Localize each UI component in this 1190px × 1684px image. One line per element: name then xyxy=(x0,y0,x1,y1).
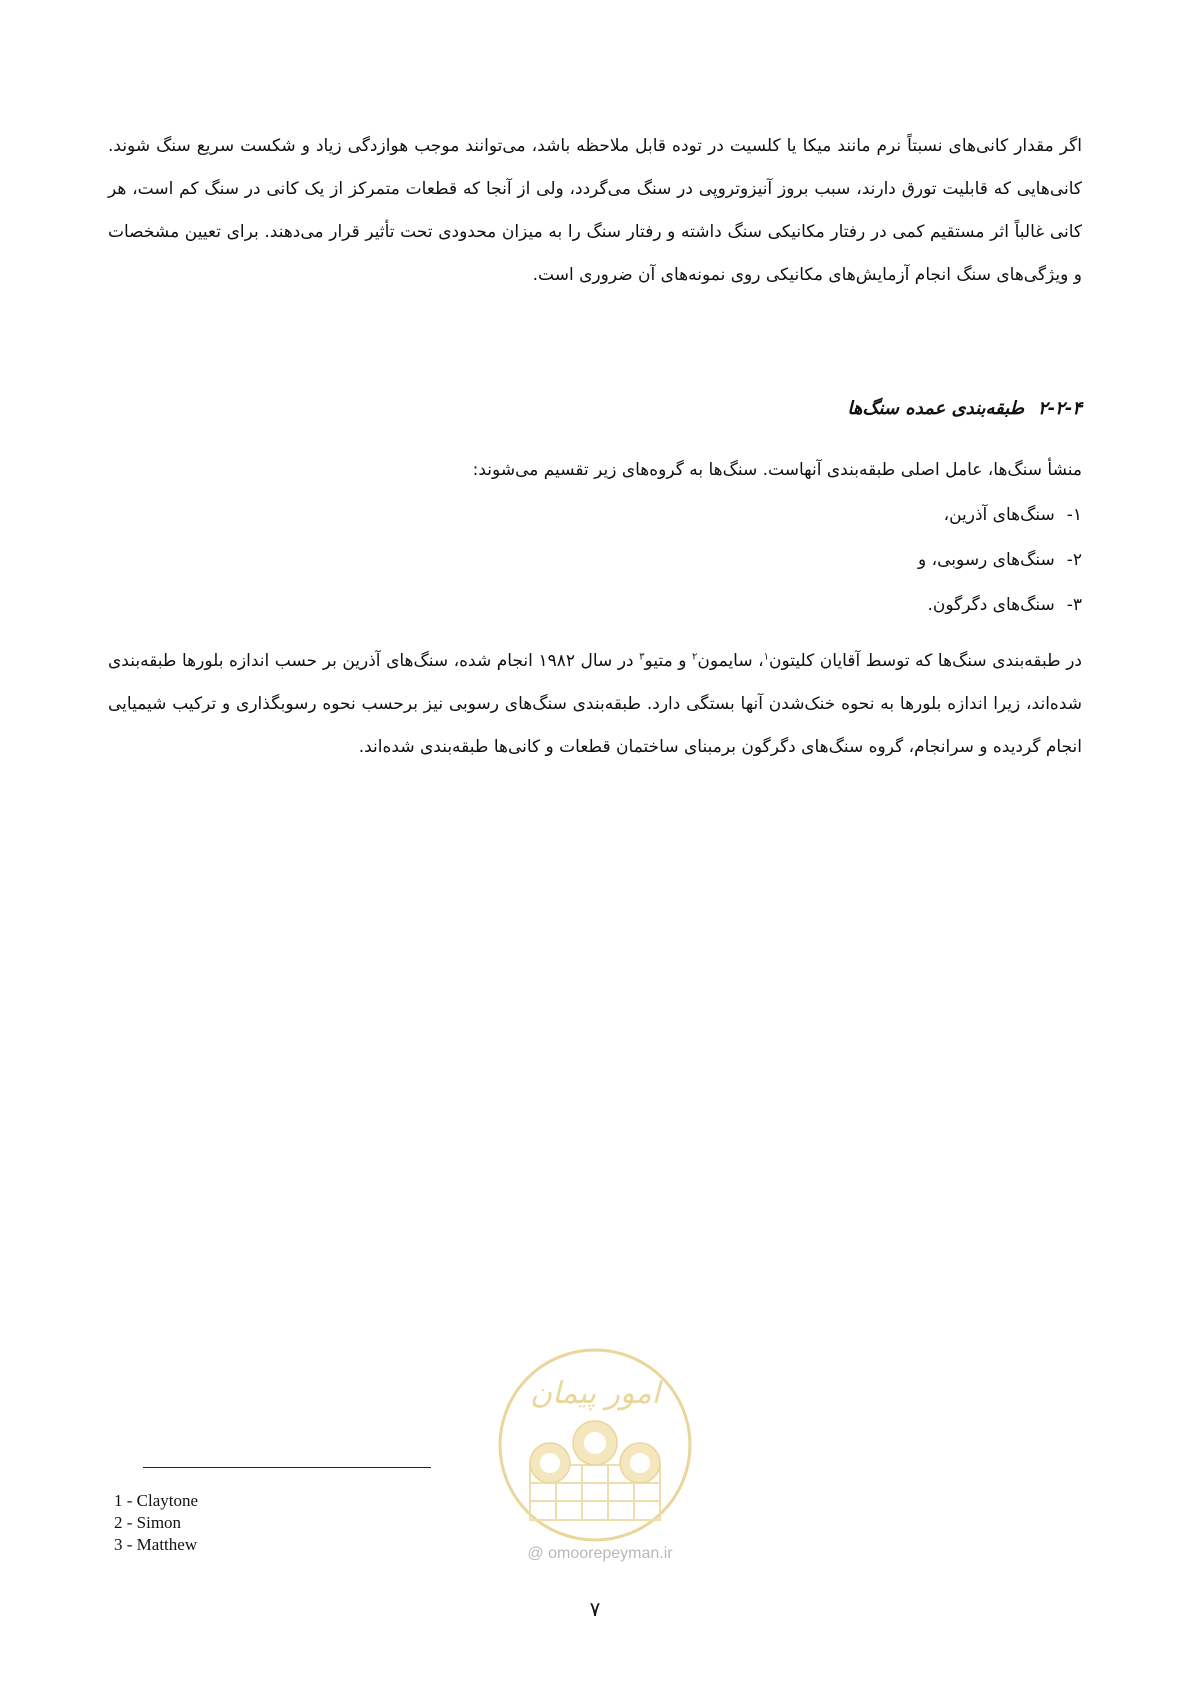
section-heading xyxy=(847,398,1082,419)
list-item-text: سنگ‌های دگرگون. xyxy=(927,595,1055,615)
footnote: 2 - Simon xyxy=(114,1513,182,1532)
section-number: ۲-۲-۴ xyxy=(1038,398,1082,419)
footnote: 3 - Matthew xyxy=(114,1535,198,1554)
footnote-ref-3[interactable]: ۳ xyxy=(639,651,645,663)
watermark-logo-text: امور پیمان xyxy=(530,1376,660,1411)
footnote-ref-1[interactable]: ۱ xyxy=(763,651,769,663)
watermark-url-text: omoorepeyman.ir xyxy=(548,1545,673,1562)
list-item-text: سنگ‌های آذرین، xyxy=(943,505,1055,525)
footnote-ref-2[interactable]: ۲ xyxy=(691,651,698,663)
list-item xyxy=(918,583,1082,628)
list-marker: ۱- xyxy=(1066,505,1082,525)
body-paragraph-1: اگر مقدار کانی‌های نسبتاً نرم مانند میکا یا کلسیت در توده قابل ملاحظه باشد، می‌توانند موجب هوازدگی زیاد و شکست سریع سنگ شوند. کانی‌هایی که قابلیت تورق دارند، سبب بروز آنیزوتروپی در سنگ می‌گردد، ولی از آنجا که قطعات متمرکز از یک کانی در سنگ کم است، هر کانی غالباً اثر مستقیم کمی در رفتار مکانیکی سنگ داشته و رفتار سنگ را به میزان محدودی تحت تأثیر قرار می‌دهند. برای تعیین مشخصات و ویژگی‌های سنگ انجام آزمایش‌های مکانیکی روی نمونه‌های آن ضروری است. xyxy=(108,136,1082,285)
list-item xyxy=(918,493,1082,538)
rock-type-list xyxy=(918,493,1082,628)
list-item-text: سنگ‌های رسوبی، و xyxy=(918,550,1055,570)
intro-sentence: منشأ سنگ‌ها، عامل اصلی طبقه‌بندی آنهاست. سنگ‌ها به گروه‌های زیر تقسیم می‌شوند: xyxy=(472,460,1082,480)
footnote: 1 - Claytone xyxy=(114,1491,199,1510)
list-marker: ۲- xyxy=(1066,550,1082,570)
footnote-separator xyxy=(143,1467,431,1468)
paragraph-text: ، سایمون xyxy=(697,651,764,671)
footnotes xyxy=(114,1490,198,1556)
paragraph-text: و متیو xyxy=(644,651,692,671)
page-number: ۷ xyxy=(589,1597,601,1621)
list-marker: ۳- xyxy=(1066,595,1082,615)
watermark-url: @ omoorepeyman.ir xyxy=(527,1545,673,1562)
list-item xyxy=(918,538,1082,583)
paragraph-text: در سال ۱۹۸۲ انجام شده، سنگ‌های آذرین بر حسب اندازه بلورها طبقه‌بندی شده‌اند، زیرا اندازه بلورها به نحوه خنک‌شدن آنها بستگی دارد. طبقه‌بندی سنگ‌های رسوبی نیز برحسب نحوه رسوبگذاری و ترکیب شیمیایی انجام گردیده و سرانجام، گروه سنگ‌های دگرگون برمبنای ساختمان قطعات و کانی‌ها طبقه‌بندی شده‌اند. xyxy=(108,651,1082,757)
paragraph-text: در طبقه‌بندی سنگ‌ها که توسط آقایان کلیتون xyxy=(769,651,1082,671)
section-title: طبقه‌بندی عمده سنگ‌ها xyxy=(847,398,1025,419)
body-paragraph-2 xyxy=(108,640,1082,769)
